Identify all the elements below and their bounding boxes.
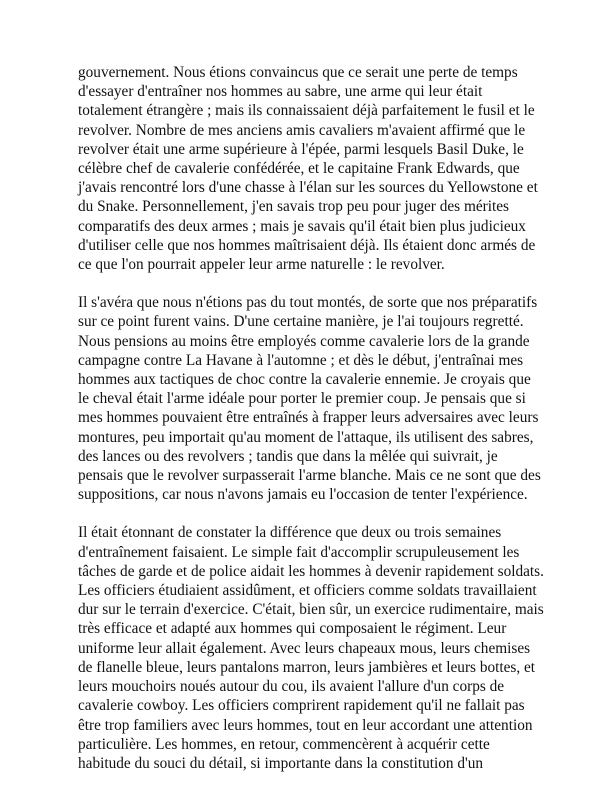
text-line: totalement étrangère ; mais ils connaissaient déjà parfaitement le fusil et le xyxy=(78,102,535,120)
text-line: cavalerie cowboy. Les officiers comprirent rapidement qu'il ne fallait pas xyxy=(78,697,525,715)
text-line: du Snake. Personnellement, j'en savais trop peu pour juger des mérites xyxy=(78,198,509,216)
text-line: être trop familiers avec leurs hommes, tout en leur accordant une attention xyxy=(78,716,533,734)
text-line: mes hommes pouvaient être entraînés à frapper leurs adversaires avec leurs xyxy=(78,409,539,427)
text-line: dur sur le terrain d'exercice. C'était, bien sûr, un exercice rudimentaire, mais xyxy=(78,601,544,619)
text-line: montures, peu importait qu'au moment de l'attaque, ils utilisent des sabres, xyxy=(78,428,534,446)
text-line: suppositions, car nous n'avons jamais eu l'occasion de tenter l'expérience. xyxy=(78,486,528,504)
text-line: hommes aux tactiques de choc contre la cavalerie ennemie. Je croyais que xyxy=(78,371,531,389)
text-line: d'utiliser celle que nos hommes maîtrisaient déjà. Ils étaient donc armés de xyxy=(78,236,536,254)
document-page xyxy=(78,63,548,792)
text-line: particulière. Les hommes, en retour, commencèrent à acquérir cette xyxy=(78,735,490,753)
text-line: leurs mouchoirs noués autour du cou, ils avaient l'allure d'un corps de xyxy=(78,678,505,696)
paragraph-2 xyxy=(78,293,548,504)
text-line: de flanelle bleue, leurs pantalons marron, leurs jambières et leurs bottes, et xyxy=(78,658,536,676)
text-line: d'entraînement faisaient. Le simple fait d'accomplir scrupuleusement les xyxy=(78,543,520,561)
text-line: pensais que le revolver surpasserait l'arme blanche. Mais ce ne sont que des xyxy=(78,467,541,485)
text-line: uniforme leur allait également. Avec leurs chapeaux mous, leurs chemises xyxy=(78,639,531,657)
text-line: j'avais rencontré lors d'une chasse à l'élan sur les sources du Yellowstone et xyxy=(78,179,538,197)
paragraph-1 xyxy=(78,63,548,274)
text-line: Il s'avéra que nous n'étions pas du tout montés, de sorte que nos préparatifs xyxy=(78,294,538,312)
text-line: gouvernement. Nous étions convaincus que ce serait une perte de temps xyxy=(78,64,518,81)
text-line: comparatifs des deux armes ; mais je savais qu'il était bien plus judicieux xyxy=(78,217,526,235)
text-line: campagne contre La Havane à l'automne ; et dès le début, j'entraînai mes xyxy=(78,351,524,369)
text-line: tâches de garde et de police aidait les hommes à devenir rapidement soldats. xyxy=(78,562,544,580)
text-line: célèbre chef de cavalerie confédérée, et le capitaine Frank Edwards, que xyxy=(78,160,520,178)
text-line: très efficace et adapté aux hommes qui composaient le régiment. Leur xyxy=(78,620,507,638)
text-line: des lances ou des revolvers ; tandis que dans la mêlée qui suivrait, je xyxy=(78,447,498,465)
paragraph-3 xyxy=(78,523,548,773)
text-line: Il était étonnant de constater la différence que deux ou trois semaines xyxy=(78,524,502,542)
text-line: revolver. Nombre de mes anciens amis cavaliers m'avaient affirmé que le xyxy=(78,121,526,139)
text-line: revolver était une arme supérieure à l'épée, parmi lesquels Basil Duke, le xyxy=(78,140,524,158)
text-line: ce que l'on pourrait appeler leur arme naturelle : le revolver. xyxy=(78,256,445,274)
text-line: d'essayer d'entraîner nos hommes au sabre, une arme qui leur était xyxy=(78,83,483,101)
text-line: sur ce point furent vains. D'une certaine manière, je l'ai toujours regretté. xyxy=(78,313,524,331)
text-line: Les officiers étudiaient assidûment, et officiers comme soldats travaillaient xyxy=(78,582,537,600)
text-line: le cheval était l'arme idéale pour porter le premier coup. Je pensais que si xyxy=(78,390,526,408)
text-line: Nous pensions au moins être employés comme cavalerie lors de la grande xyxy=(78,332,530,350)
text-line: habitude du souci du détail, si importante dans la constitution d'un xyxy=(78,754,484,772)
